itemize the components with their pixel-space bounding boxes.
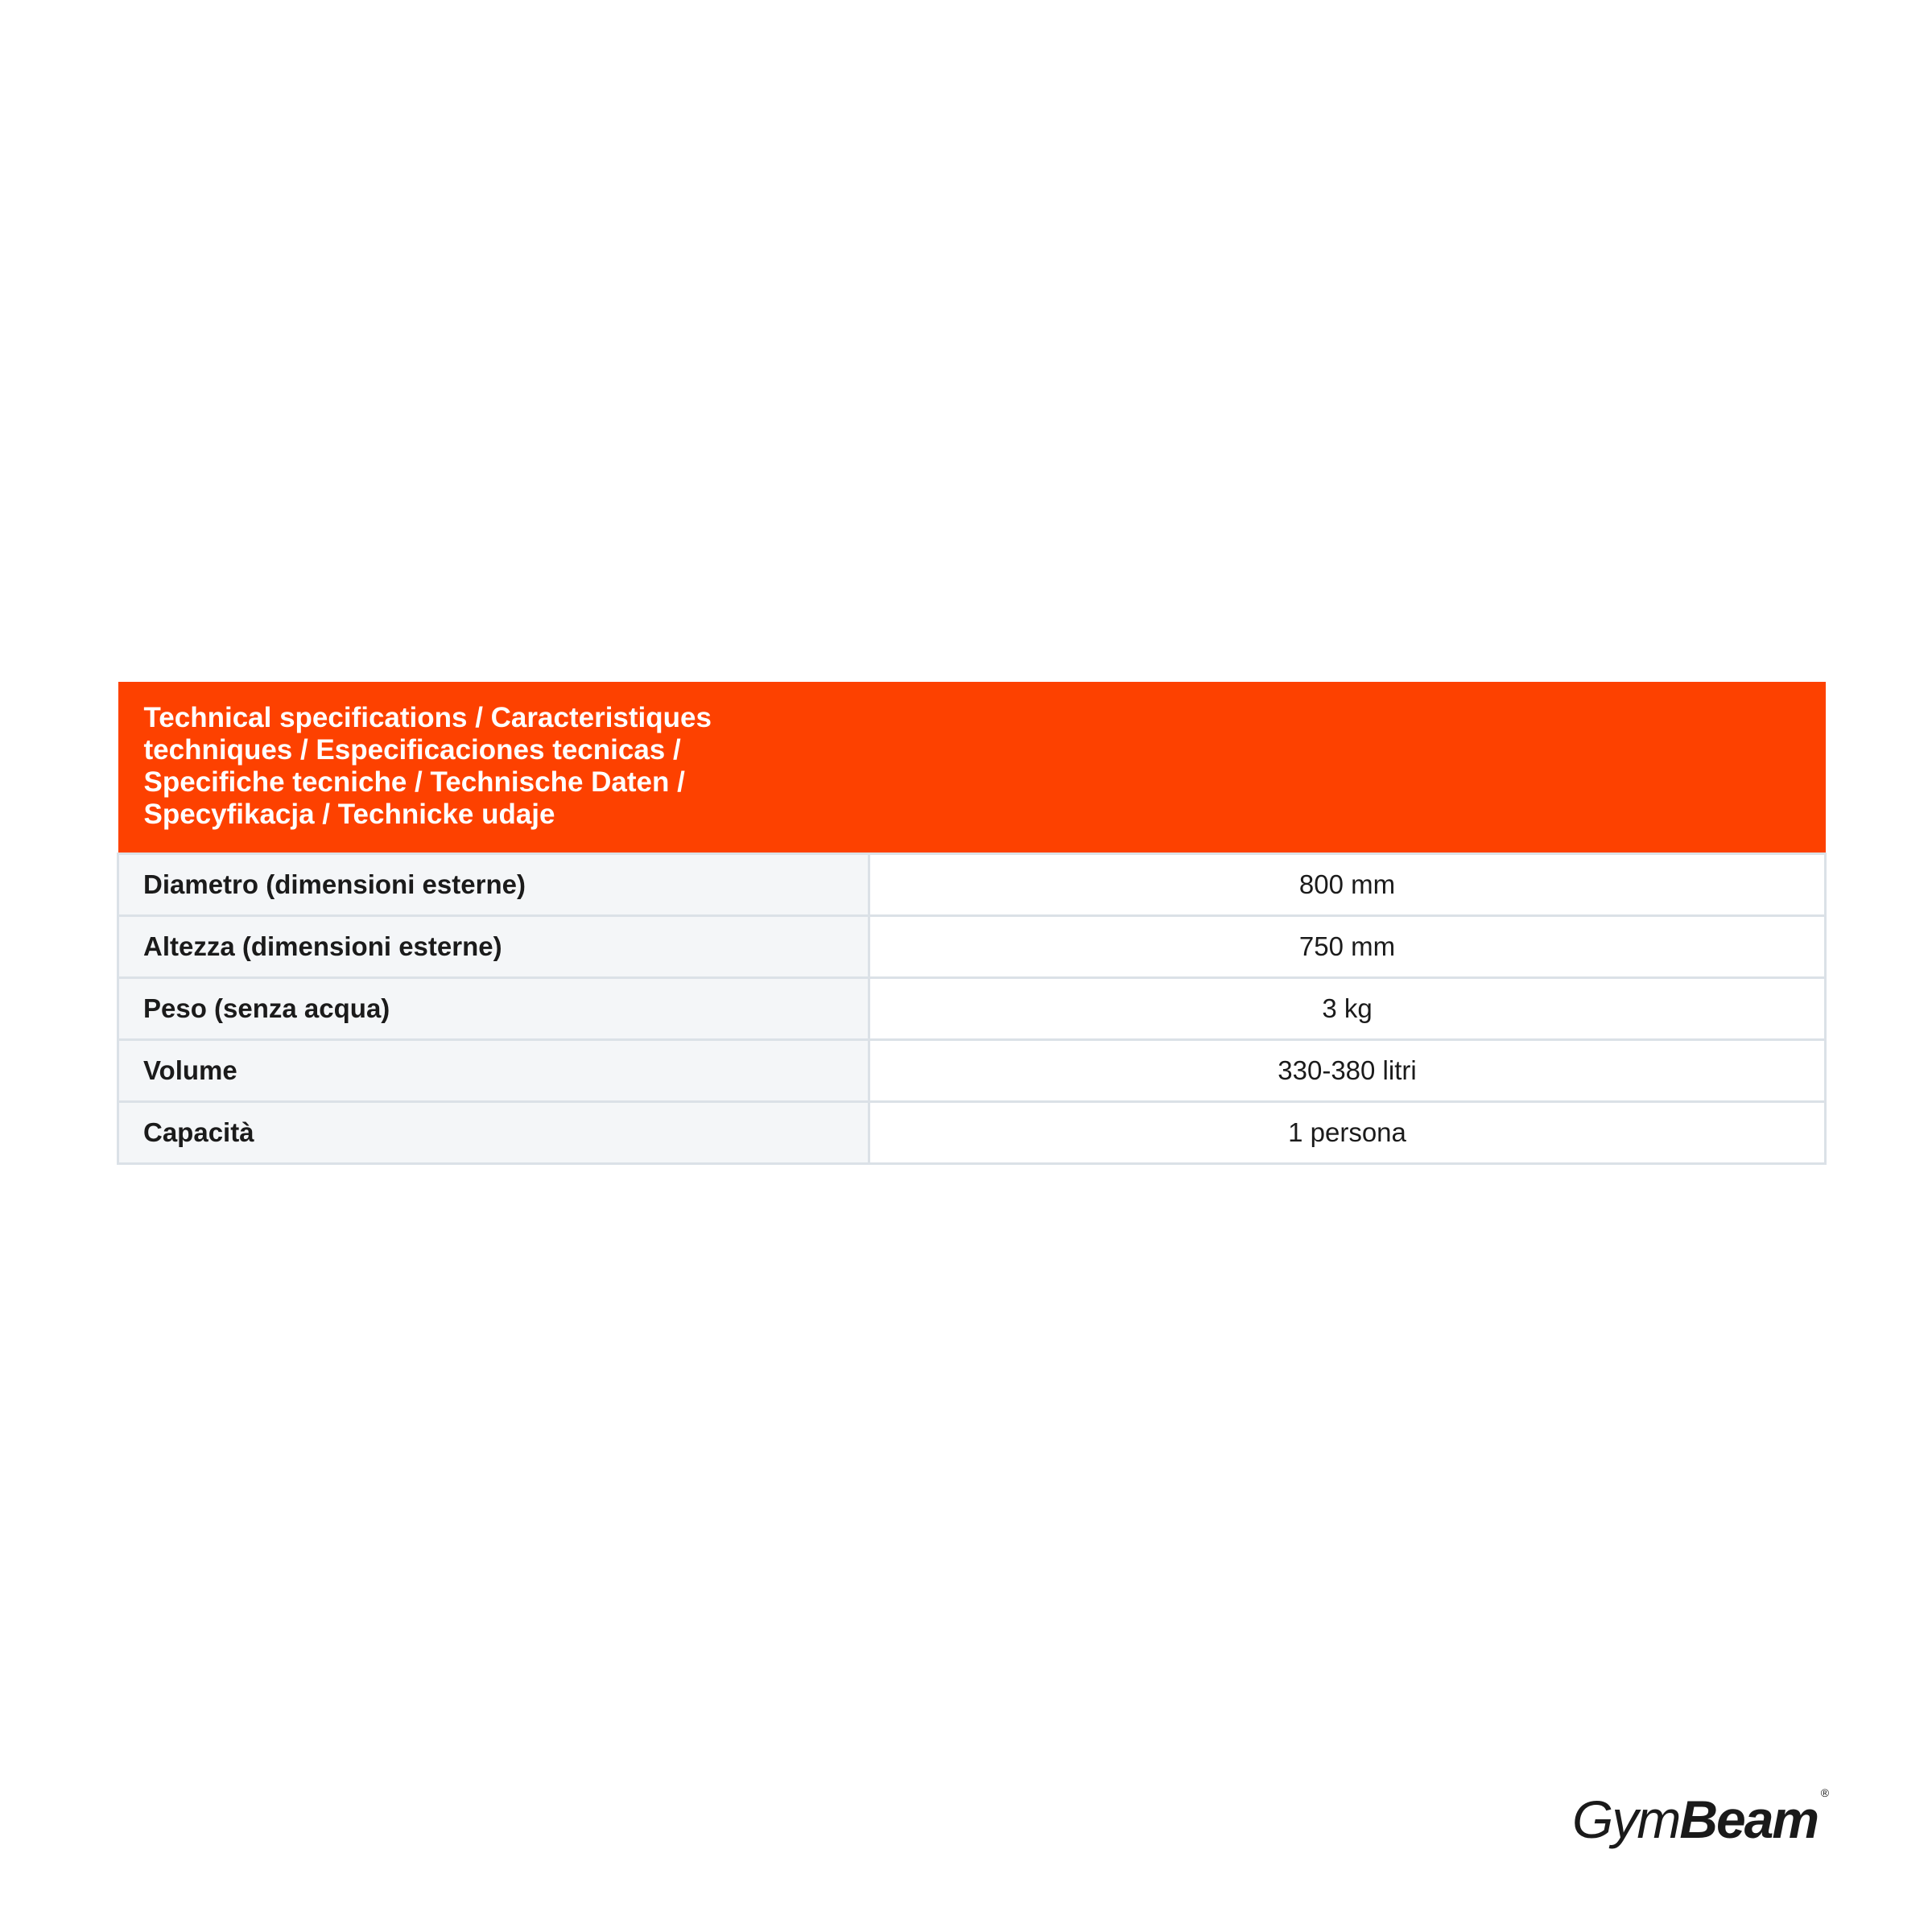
table-row — [118, 854, 1826, 916]
spec-table-title: Technical specifications / Caracteristiques techniques / Especificaciones tecnicas / Specifiche tecniche / Technische Daten / Specyfikacja / Technicke udaje — [143, 702, 712, 830]
spec-value: 1 persona — [869, 1102, 1826, 1164]
spec-label: Diametro (dimensioni esterne) — [118, 854, 869, 916]
table-row — [118, 1102, 1826, 1164]
table-row — [118, 1040, 1826, 1102]
spec-value: 800 mm — [869, 854, 1826, 916]
spec-table-header — [118, 682, 1826, 854]
registered-mark-icon: ® — [1820, 1786, 1830, 1799]
logo-gym-text: Gym — [1572, 1790, 1680, 1849]
spec-label: Volume — [118, 1040, 869, 1102]
spec-table-header-row — [118, 682, 1826, 854]
gymbeam-logo — [1572, 1786, 1830, 1850]
spec-value: 750 mm — [869, 916, 1826, 978]
spec-table — [117, 682, 1827, 1165]
spec-value: 3 kg — [869, 978, 1826, 1040]
table-row — [118, 978, 1826, 1040]
spec-label: Peso (senza acqua) — [118, 978, 869, 1040]
spec-value: 330-380 litri — [869, 1040, 1826, 1102]
spec-label: Altezza (dimensioni esterne) — [118, 916, 869, 978]
logo-beam-text: Beam — [1679, 1790, 1818, 1849]
table-row — [118, 916, 1826, 978]
spec-label: Capacità — [118, 1102, 869, 1164]
